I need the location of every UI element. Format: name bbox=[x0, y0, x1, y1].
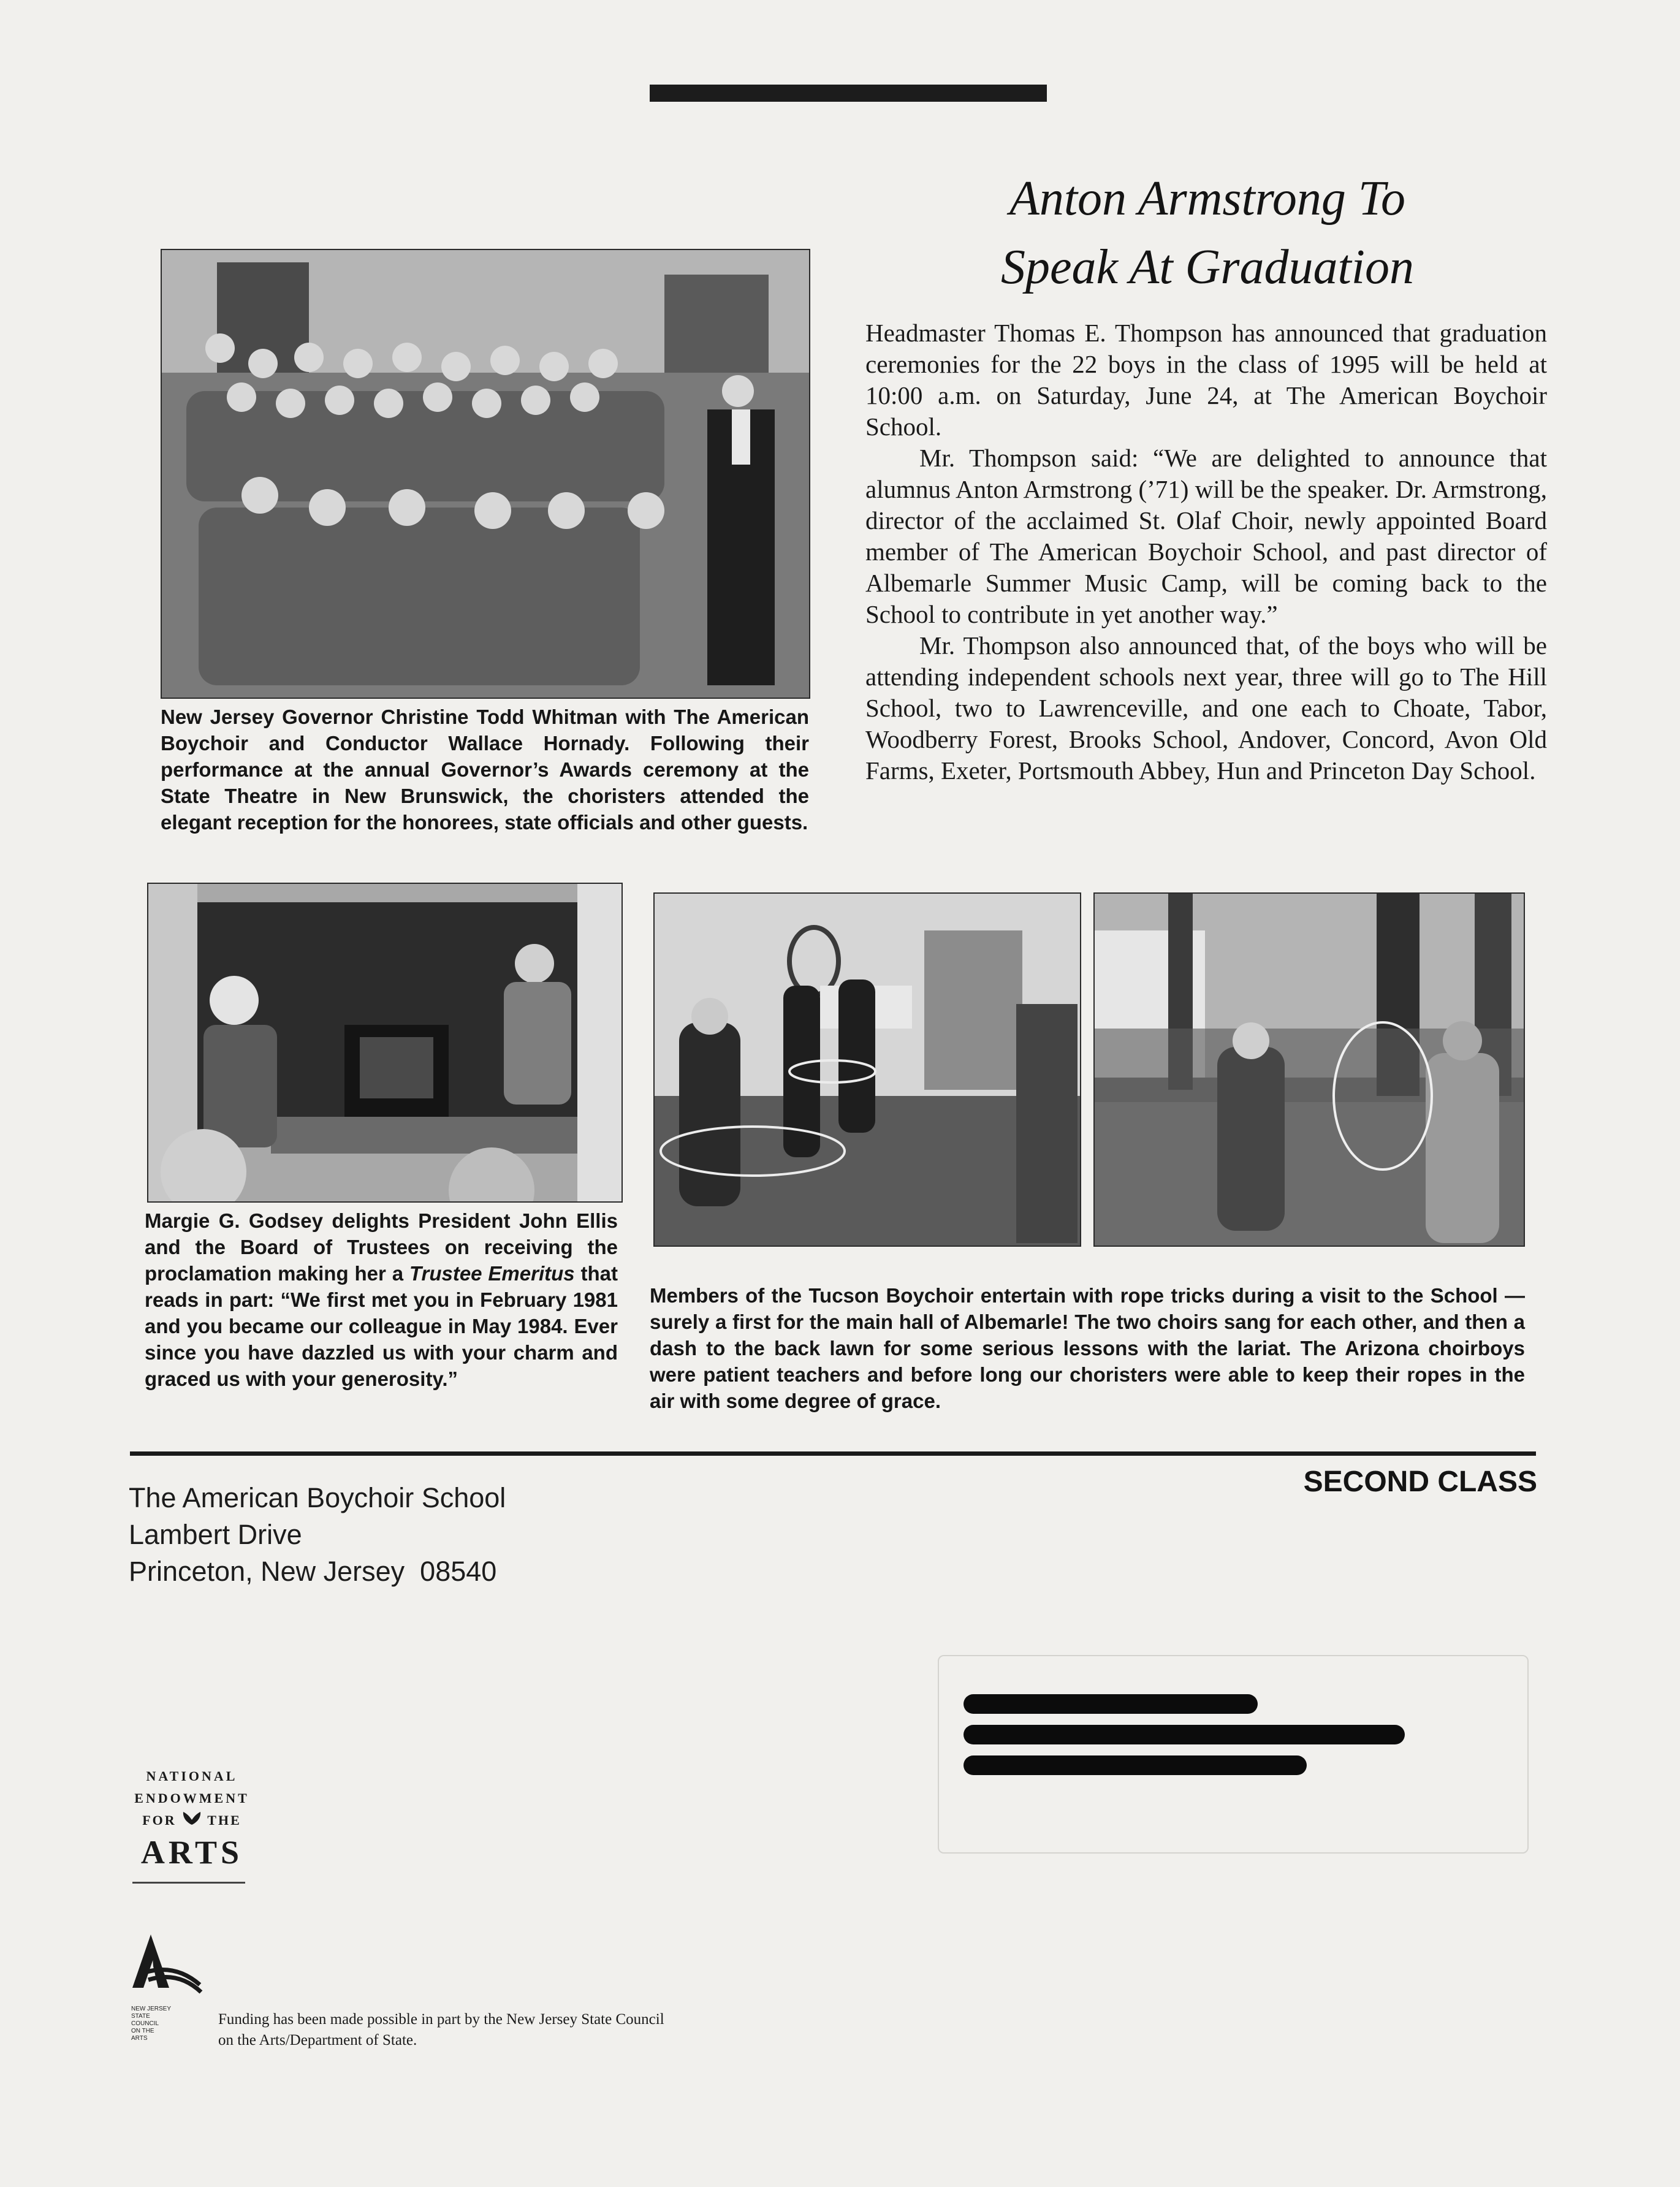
mailing-divider bbox=[130, 1451, 1536, 1456]
nj-logo-line: ON THE bbox=[131, 2028, 154, 2034]
article-paragraph: Mr. Thompson also announced that, of the boys who will be attending independent schools next year, three will go to The Hill School, two to Lawrenceville, and one each to Choate, Tabor, Woodberry Forest, Brooks School, Andover, Concord, Avon Old Farms, Exeter, Portsmouth Abbey, Hun and Princeton Day School. bbox=[865, 631, 1547, 785]
nea-line-for-the bbox=[134, 1809, 250, 1833]
nj-council-logo-icon bbox=[126, 1930, 218, 1997]
nj-logo-line: NEW JERSEY bbox=[131, 2006, 172, 2012]
nj-logo-line: COUNCIL bbox=[131, 2020, 159, 2027]
address-line: Princeton, New Jersey 08540 bbox=[129, 1556, 497, 1587]
nj-council-logo-text bbox=[131, 2006, 205, 2042]
article-paragraph: Mr. Thompson said: “We are delighted to announce that alumnus Anton Armstrong (’71) will be the speaker. Dr. Armstrong, director of the acclaimed St. Olaf Choir, newly appointed Board member of The American Boychoir School, and past director of Albemarle Summer Music Camp, will be coming back to the School to contribute in yet another way.” bbox=[865, 444, 1547, 628]
nea-line-arts: ARTS bbox=[140, 1834, 243, 1871]
nea-underline bbox=[132, 1882, 245, 1884]
redaction-bar bbox=[964, 1694, 1258, 1714]
article-headline bbox=[846, 164, 1569, 302]
choir-group-photo-art bbox=[162, 250, 809, 698]
godsey-classroom-photo-art bbox=[148, 884, 621, 1201]
caption-text bbox=[145, 1208, 618, 1392]
choir-group-photo bbox=[161, 249, 810, 699]
main-hall-rope-photo-art bbox=[655, 894, 1080, 1246]
mailing-label-area bbox=[938, 1655, 1529, 1854]
choir-group-caption bbox=[161, 704, 809, 835]
caption-text: New Jersey Governor Christine Todd Whitman with The American Boychoir and Conductor Wallace Hornady. Following their performance at the annual Governor’s Awards ceremony at the State Theatre in New Brunswick, the choristers attended the elegant reception for the honorees, state officials and other guests. bbox=[161, 706, 809, 834]
back-lawn-lariat-photo bbox=[1093, 892, 1525, 1247]
redaction-bar bbox=[964, 1755, 1307, 1775]
godsey-classroom-photo bbox=[147, 883, 623, 1203]
funding-line: on the Arts/Department of State. bbox=[218, 2032, 417, 2048]
main-hall-rope-photo bbox=[653, 892, 1081, 1247]
nea-the-word: THE bbox=[207, 1812, 241, 1828]
funding-credit bbox=[218, 2009, 831, 2051]
headline-line-2: Speak At Graduation bbox=[1000, 240, 1415, 294]
trustee-emeritus-text: Trustee Emeritus bbox=[409, 1262, 575, 1285]
caption-text-end: that reads in part: “We first met you in February 1981 and you became our colleague in May 1984. Ever since you have dazzled us with your charm and graced us with your generosity.” bbox=[145, 1262, 618, 1390]
nea-for-word: FOR bbox=[142, 1812, 177, 1828]
back-lawn-lariat-photo-art bbox=[1095, 894, 1524, 1246]
nea-line-national: NATIONAL bbox=[146, 1768, 238, 1784]
headline-line-1: Anton Armstrong To bbox=[1009, 172, 1406, 226]
caption-text: Members of the Tucson Boychoir entertain with rope tricks during a visit to the School — surely a first for the main hall of Albemarle! The two choirs sang for each other, and then a dash to the back lawn for some serious lessons with the lariat. The Arizona choirboys were patient teachers and before long our choristers were able to keep their ropes in the air with some degree of grace. bbox=[650, 1284, 1525, 1412]
article-paragraph: Headmaster Thomas E. Thompson has announced that graduation ceremonies for the 22 boys in the class of 1995 will be held at 10:00 a.m. on Saturday, June 24, at The American Boychoir School. bbox=[865, 319, 1547, 441]
article-body bbox=[865, 318, 1547, 786]
top-rule-bar bbox=[650, 85, 1047, 102]
nea-flower-icon bbox=[181, 1810, 202, 1833]
redaction-bar bbox=[964, 1725, 1405, 1744]
address-line: The American Boychoir School bbox=[129, 1482, 506, 1513]
nea-line-endowment: ENDOWMENT bbox=[134, 1790, 249, 1806]
nj-logo-line: STATE bbox=[131, 2013, 150, 2020]
tucson-boychoir-caption bbox=[650, 1282, 1525, 1414]
nea-logo bbox=[134, 1765, 250, 1872]
address-line: Lambert Drive bbox=[129, 1519, 302, 1550]
godsey-caption bbox=[145, 1208, 618, 1392]
funding-line: Funding has been made possible in part by the New Jersey State Council bbox=[218, 2011, 664, 2028]
postage-class-label: SECOND CLASS bbox=[1303, 1466, 1537, 1498]
return-address bbox=[129, 1480, 742, 1590]
nj-logo-line: ARTS bbox=[131, 2035, 148, 2042]
caption-text-start: Margie G. Godsey delights President John Ellis and the Board of Trustees on receiving the proclamation making her a bbox=[145, 1209, 618, 1285]
